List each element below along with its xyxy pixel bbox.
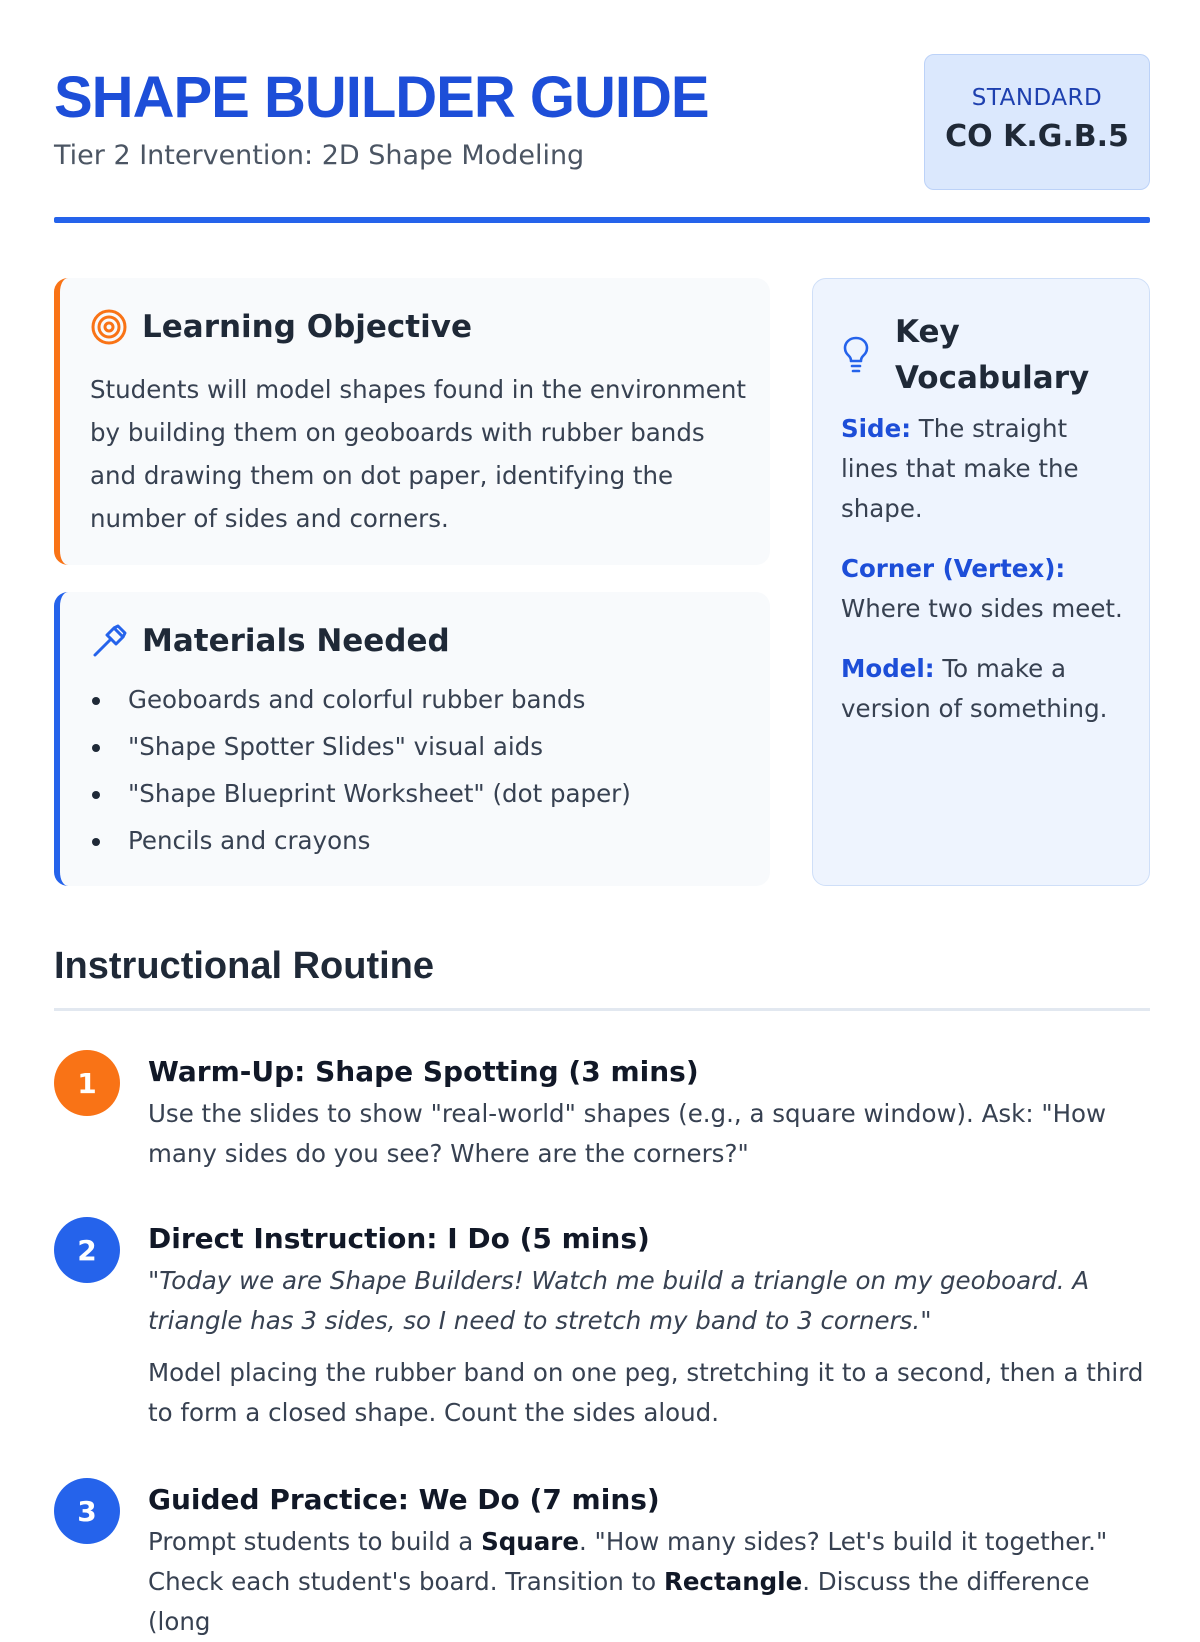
step-title: Direct Instruction: I Do (5 mins): [148, 1222, 650, 1255]
shape-term: Square: [481, 1527, 579, 1556]
list-item: [90, 680, 631, 727]
objective-card: [54, 278, 770, 565]
step-text-part: . "How many sides? Let's build it together." Check each student's board. Transition to: [148, 1527, 1108, 1596]
vocabulary-item: [841, 409, 1131, 529]
material-label: "Shape Spotter Slides" visual aids: [128, 732, 543, 761]
vocabulary-item: [841, 549, 1131, 629]
materials-card: [54, 592, 770, 886]
lesson-page: [54, 0, 1150, 1636]
step-number-badge: 1: [54, 1050, 120, 1116]
routine-heading: Instructional Routine: [54, 945, 434, 987]
step-quote: "Today we are Shape Builders! Watch me build a triangle on my geoboard. A triangle has 3 sides, so I need to stretch my band to 3 corners.": [148, 1266, 1090, 1335]
step-text: Use the slides to show "real-world" shapes (e.g., a square window). Ask: "How many sides do you see? Where are the corners?": [148, 1099, 1107, 1168]
step-text-part: Prompt students to build a: [148, 1527, 482, 1556]
page-header: [54, 54, 1150, 224]
page-title: SHAPE BUILDER GUIDE: [54, 65, 709, 130]
vocabulary-item: [841, 649, 1131, 729]
vocabulary-list: [841, 409, 1131, 749]
step-text-part: . Discuss the difference (long: [148, 1567, 1090, 1636]
vocabulary-definition: To make a version of something.: [841, 654, 1108, 723]
standard-badge: [924, 54, 1150, 190]
material-label: "Shape Blueprint Worksheet" (dot paper): [128, 779, 631, 808]
vocabulary-definition: The straight lines that make the shape.: [841, 414, 1079, 523]
materials-list: [90, 680, 631, 868]
step-text: [148, 1522, 1150, 1642]
step-title: Warm-Up: Shape Spotting (3 mins): [148, 1055, 699, 1088]
list-item: [90, 821, 631, 868]
material-label: Pencils and crayons: [128, 826, 371, 855]
vocabulary-term: Side:: [841, 414, 911, 443]
vocabulary-header: [841, 309, 1090, 401]
vocabulary-card: [812, 278, 1150, 886]
shape-term: Rectangle: [663, 1567, 803, 1596]
bullet-icon: [92, 838, 100, 846]
bullet-icon: [92, 697, 100, 705]
step-number-badge: 3: [54, 1478, 120, 1544]
standard-value: CO K.G.B.5: [945, 119, 1129, 154]
routine-divider: [54, 1008, 1150, 1011]
step-number-badge: 2: [54, 1217, 120, 1283]
vocabulary-definition: Where two sides meet.: [841, 594, 1123, 623]
list-item: [90, 727, 631, 774]
list-item: [90, 774, 631, 821]
step-text: Model placing the rubber band on one peg, stretching it to a second, then a third to form a closed shape. Count the sides aloud.: [148, 1358, 1144, 1427]
lightbulb-icon: [841, 334, 871, 376]
objective-heading: Learning Objective: [142, 309, 472, 345]
step-content: [148, 1478, 1150, 1642]
vocabulary-term: Corner (Vertex):: [841, 554, 1066, 583]
objective-text: Students will model shapes found in the environment by building them on geoboards with rubber bands and drawing them on dot paper, identifying the number of sides and corners.: [90, 375, 746, 533]
bullet-icon: [92, 791, 100, 799]
bullet-icon: [92, 744, 100, 752]
hammer-icon: [90, 622, 128, 660]
step-content: [148, 1050, 1150, 1174]
vocabulary-term: Model:: [841, 654, 935, 683]
header-divider: [54, 217, 1150, 223]
page-subtitle: Tier 2 Intervention: 2D Shape Modeling: [54, 140, 585, 171]
target-icon: [90, 308, 128, 346]
step-content: [148, 1217, 1150, 1433]
materials-header: [90, 622, 450, 660]
standard-label: STANDARD: [971, 85, 1103, 111]
vocabulary-heading: Key Vocabulary: [895, 314, 1090, 396]
material-label: Geoboards and colorful rubber bands: [128, 685, 586, 714]
step-title: Guided Practice: We Do (7 mins): [148, 1483, 660, 1516]
objective-header: [90, 308, 472, 346]
materials-heading: Materials Needed: [142, 623, 450, 659]
